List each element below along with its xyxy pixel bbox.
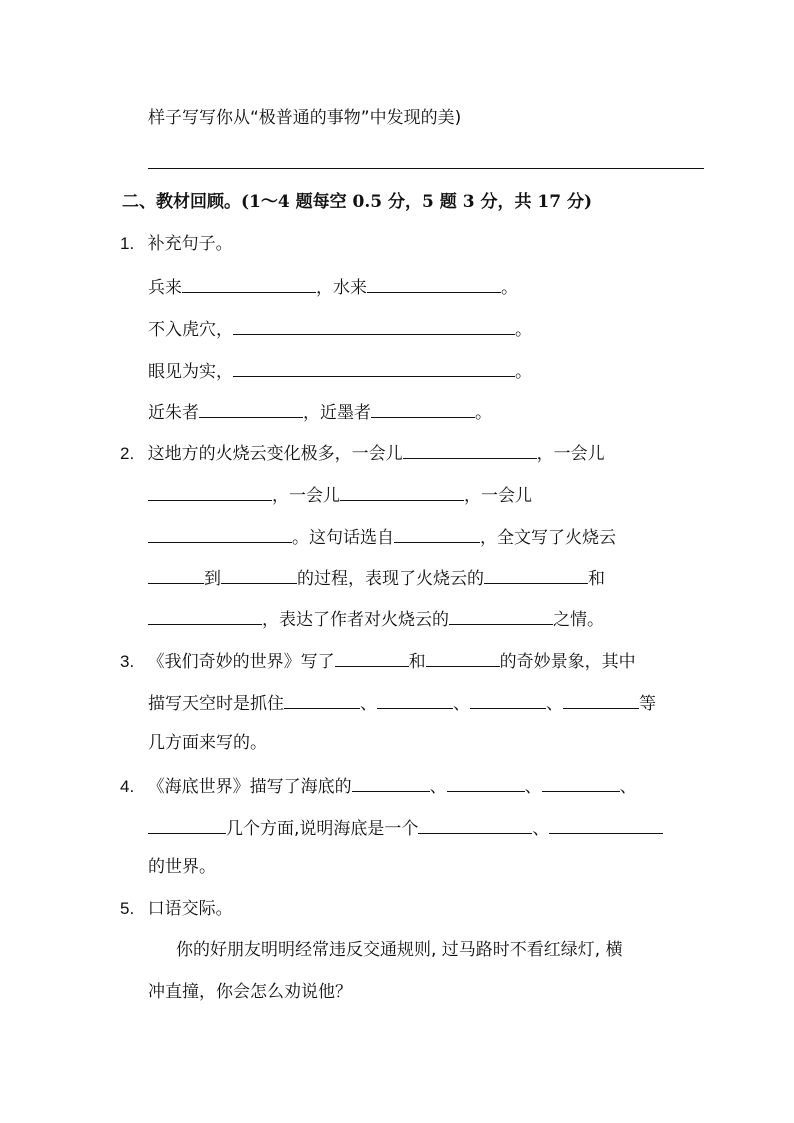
text-segment: 。: [515, 320, 532, 340]
q2-line-2: [148, 482, 532, 507]
fill-blank[interactable]: [426, 648, 500, 667]
q2-line-4: [148, 565, 605, 590]
text-segment: 兵来: [148, 278, 182, 298]
fill-blank[interactable]: [148, 815, 226, 834]
text-segment: 的过程，表现了火烧云的: [297, 569, 484, 589]
fill-blank[interactable]: [233, 316, 515, 335]
q1-line-3: [148, 358, 532, 383]
text-segment: 《我们奇妙的世界》写了: [147, 652, 335, 672]
text-segment: ，全文写了火烧云: [480, 528, 616, 548]
q3-line-3: 几方面来写的。: [148, 733, 267, 753]
fill-blank[interactable]: [563, 690, 639, 709]
fill-blank[interactable]: [182, 274, 316, 293]
fill-blank[interactable]: [148, 606, 262, 625]
q1-line-4: [148, 399, 492, 424]
fill-blank[interactable]: [447, 773, 525, 792]
q4-line-2: [148, 815, 663, 840]
answer-line: [148, 168, 704, 169]
text-segment: ，一会儿: [464, 486, 532, 506]
text-segment: 、: [360, 694, 377, 714]
text-segment: 的奇妙景象，其中: [499, 652, 636, 672]
fill-blank[interactable]: [470, 690, 546, 709]
fill-blank[interactable]: [148, 482, 272, 501]
text-segment: ，表达了作者对火烧云的: [262, 610, 449, 630]
text-segment: 、: [532, 819, 550, 839]
fill-blank[interactable]: [484, 565, 588, 584]
fill-blank[interactable]: [394, 524, 480, 543]
question-3: [120, 648, 636, 673]
question-5: [120, 898, 233, 920]
fill-blank[interactable]: [284, 690, 360, 709]
fill-blank[interactable]: [233, 358, 515, 377]
question-number: 5.: [120, 899, 135, 918]
text-segment: ，一会儿: [272, 486, 340, 506]
question-4: [120, 773, 637, 798]
text-segment: 和: [588, 569, 605, 589]
question-text: 口语交际。: [147, 899, 233, 919]
text-segment: 、: [453, 694, 470, 714]
fill-blank[interactable]: [221, 565, 297, 584]
text-segment: 这地方的火烧云变化极多，一会儿: [147, 444, 403, 464]
fill-blank[interactable]: [449, 606, 553, 625]
text-segment: 。: [515, 362, 532, 382]
text-segment: 、: [524, 777, 542, 797]
text-segment: 几个方面,说明海底是一个: [226, 819, 419, 839]
fill-blank[interactable]: [371, 399, 475, 418]
text-segment: 近朱者: [148, 403, 199, 423]
text-segment: 不入虎穴，: [148, 320, 233, 340]
question-1: [120, 233, 233, 255]
question-number: 2.: [120, 444, 135, 463]
fill-blank[interactable]: [377, 690, 453, 709]
fill-blank[interactable]: [148, 565, 204, 584]
q4-line-3: 的世界。: [148, 857, 216, 877]
text-segment: 《海底世界》描写了海底的: [147, 777, 352, 797]
fill-blank[interactable]: [148, 524, 292, 543]
text-segment: 到: [204, 569, 221, 589]
q2-line-3: [148, 524, 616, 549]
fill-blank[interactable]: [199, 399, 303, 418]
fill-blank[interactable]: [418, 815, 532, 834]
text-segment: 。这句话选自: [292, 528, 394, 548]
q1-line-2: [148, 316, 532, 341]
text-segment: 。: [475, 403, 492, 423]
q2-line-5: [148, 606, 604, 631]
question-number: 4.: [120, 777, 135, 796]
text-segment: 眼见为实，: [148, 362, 233, 382]
question-text: 补充句子。: [147, 234, 233, 254]
question-number: 1.: [120, 234, 135, 253]
fill-blank[interactable]: [542, 773, 620, 792]
top-line: 样子写写你从“极普通的事物”中发现的美): [148, 108, 462, 128]
fill-blank[interactable]: [335, 648, 409, 667]
text-segment: 。: [501, 278, 518, 298]
text-segment: 和: [408, 652, 426, 672]
text-segment: ，近墨者: [303, 403, 371, 423]
q5-paragraph-line-1: 你的好朋友明明经常违反交通规则, 过马路时不看红绿灯, 横: [176, 940, 623, 960]
text-segment: 、: [619, 777, 637, 797]
q3-line-2: [148, 690, 656, 715]
text-segment: 描写天空时是抓住: [148, 694, 284, 714]
text-segment: ，水来: [316, 278, 367, 298]
fill-blank[interactable]: [352, 773, 430, 792]
fill-blank[interactable]: [403, 440, 537, 459]
text-segment: 等: [639, 694, 656, 714]
section-2-title: 二、教材回顾。(1～4 题每空 0.5 分，5 题 3 分，共 17 分): [122, 192, 592, 212]
text-segment: 、: [429, 777, 447, 797]
question-number: 3.: [120, 652, 135, 671]
text-segment: 、: [546, 694, 563, 714]
q5-paragraph-line-2: 冲直撞，你会怎么劝说他？: [148, 982, 352, 1002]
question-2: [120, 440, 605, 465]
fill-blank[interactable]: [367, 274, 501, 293]
fill-blank[interactable]: [340, 482, 464, 501]
text-segment: ，一会儿: [536, 444, 605, 464]
text-segment: 之情。: [553, 610, 604, 630]
q1-line-1: [148, 274, 518, 299]
fill-blank[interactable]: [549, 815, 663, 834]
